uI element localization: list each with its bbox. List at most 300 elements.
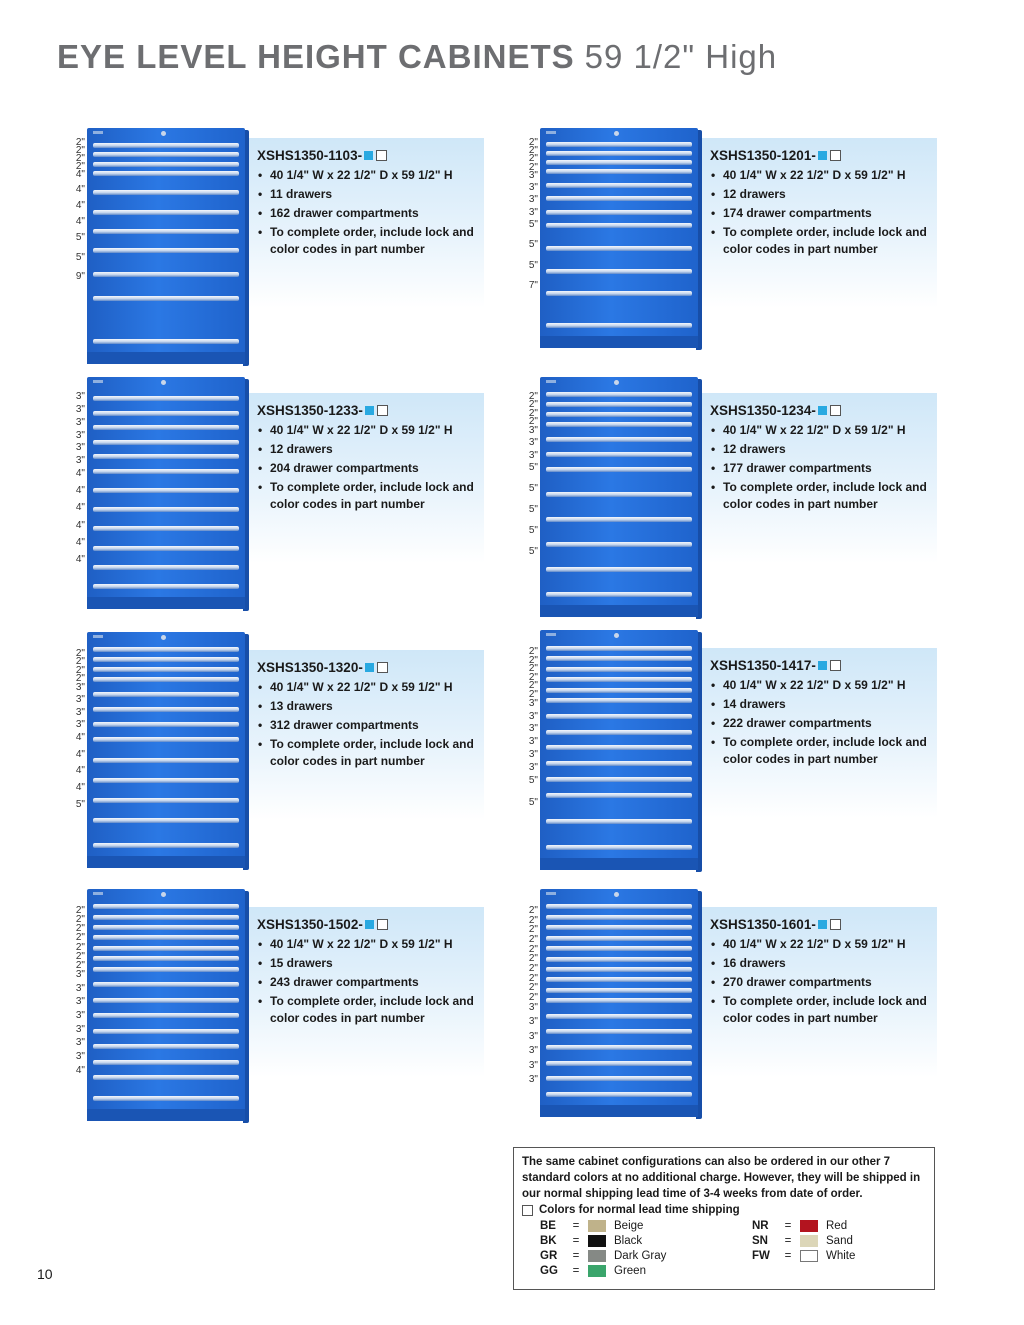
cabinet-illustration <box>87 377 245 609</box>
spec-compartments: • 270 drawer compartments <box>710 974 938 991</box>
drawer-height-label: 2" <box>75 656 85 668</box>
model-number-text: XSHS1350-1201- <box>710 148 816 163</box>
drawer-height-label: 3" <box>75 694 85 706</box>
drawer-height-label: 4" <box>75 731 85 743</box>
drawer-height-label: 3" <box>75 391 85 402</box>
drawer-height-label: 2" <box>528 654 538 666</box>
drawer-height-label: 2" <box>528 145 538 157</box>
drawer-height-label: 2" <box>528 671 538 683</box>
drawer-height-label: 2" <box>528 905 538 916</box>
drawer-handle <box>93 998 239 1003</box>
drawer-height-label: 4" <box>75 168 85 180</box>
color-swatch <box>588 1250 606 1262</box>
drawer-handle <box>546 1045 692 1050</box>
model-number <box>710 658 938 673</box>
drawer-height-label: 7" <box>528 280 538 292</box>
spec-dimensions: • 40 1/4" W x 22 1/2" D x 59 1/2" H <box>257 422 485 439</box>
color-option-nr <box>752 1218 847 1233</box>
drawer-handle <box>546 323 692 328</box>
drawer-height-label: 2" <box>528 924 538 936</box>
product-xshs1350-1234 <box>510 383 942 623</box>
drawer-height-label: 4" <box>75 782 85 794</box>
drawer-handle <box>546 246 692 251</box>
drawer-height-label: 3" <box>528 1045 538 1057</box>
product-xshs1350-1502 <box>57 897 489 1137</box>
color-code: FW <box>752 1249 770 1262</box>
legend-title-text: Colors for normal lead time shipping <box>539 1204 740 1216</box>
cabinet-illustration <box>540 377 698 617</box>
spec-block <box>710 148 938 260</box>
drawer-handle <box>93 818 239 823</box>
drawer-handle <box>93 396 239 401</box>
drawer-handle <box>546 677 692 682</box>
spec-drawers: • 16 drawers <box>710 955 938 972</box>
drawer-handle <box>93 162 239 167</box>
spec-order-note: • To complete order, include lock and color codes in part number <box>710 993 938 1027</box>
drawer-handle <box>93 411 239 416</box>
drawer-height-label: 5" <box>528 239 538 251</box>
drawer-height-label: 4" <box>75 468 85 480</box>
color-code: BE <box>540 1219 556 1232</box>
drawer-height-label: 3" <box>75 442 85 454</box>
model-number-text: XSHS1350-1234- <box>710 403 816 418</box>
model-number-text: XSHS1350-1417- <box>710 658 816 673</box>
color-code-box-icon <box>830 919 841 930</box>
drawer-handle <box>93 657 239 662</box>
drawer-height-label: 5" <box>528 504 538 516</box>
drawer-height-label: 5" <box>75 799 85 811</box>
drawer-height-label: 2" <box>75 144 85 156</box>
lock-icon <box>614 131 619 136</box>
drawer-handle <box>93 565 239 570</box>
drawer-handle <box>546 946 692 951</box>
drawer-handle <box>93 778 239 783</box>
spec-list <box>710 677 938 768</box>
legend-title <box>522 1204 926 1216</box>
drawer-height-label: 3" <box>75 455 85 467</box>
drawer-handle <box>546 412 692 417</box>
drawer-height-label: 4" <box>75 502 85 514</box>
spec-order-note: • To complete order, include lock and color codes in part number <box>257 224 485 258</box>
drawer-handle <box>93 507 239 512</box>
drawer-handle <box>93 440 239 445</box>
color-swatch <box>800 1220 818 1232</box>
color-code: NR <box>752 1219 769 1232</box>
spec-list <box>710 422 938 513</box>
drawer-handle <box>546 819 692 824</box>
drawer-height-label: 2" <box>528 963 538 975</box>
drawer-height-label: 5" <box>528 259 538 271</box>
model-number-text: XSHS1350-1601- <box>710 917 816 932</box>
drawer-height-label: 5" <box>75 231 85 243</box>
drawer-handle <box>546 646 692 651</box>
drawer-height-label: 2" <box>75 160 85 172</box>
drawer-handle <box>93 546 239 551</box>
drawer-handle <box>93 647 239 652</box>
spec-dimensions: • 40 1/4" W x 22 1/2" D x 59 1/2" H <box>710 167 938 184</box>
spec-order-note: • To complete order, include lock and color codes in part number <box>710 479 938 513</box>
model-number <box>257 148 485 163</box>
drawer-height-label: 3" <box>528 697 538 709</box>
drawer-height-label: 3" <box>528 1074 538 1086</box>
drawer-handle <box>93 925 239 930</box>
equals-sign: = <box>572 1234 580 1247</box>
drawer-handle <box>93 171 239 176</box>
drawer-handle <box>93 758 239 763</box>
spec-order-note: • To complete order, include lock and color codes in part number <box>257 736 485 770</box>
spec-block <box>257 403 485 515</box>
drawer-height-label: 4" <box>75 216 85 228</box>
drawer-handle <box>546 142 692 147</box>
drawer-handle <box>93 1075 239 1080</box>
color-name: Red <box>826 1219 848 1232</box>
drawer-handle <box>93 339 239 344</box>
drawer-handle <box>93 904 239 909</box>
drawer-height-label: 4" <box>75 184 85 196</box>
title-main: EYE LEVEL HEIGHT CABINETS <box>57 38 575 75</box>
drawer-height-label: 5" <box>528 546 538 558</box>
spec-compartments: • 312 drawer compartments <box>257 717 485 734</box>
drawer-handle <box>93 190 239 195</box>
drawer-height-label: 3" <box>528 424 538 436</box>
color-code-box-icon <box>830 150 841 161</box>
drawer-height-label: 2" <box>528 943 538 955</box>
drawer-handle <box>546 688 692 693</box>
drawer-height-label: 3" <box>75 968 85 980</box>
drawer-height-label: 3" <box>528 762 538 774</box>
lock-code-box-icon <box>365 663 374 672</box>
lock-code-box-icon <box>818 151 827 160</box>
drawer-handle <box>546 977 692 982</box>
drawer-handle <box>546 567 692 572</box>
drawer-handle <box>93 1096 239 1101</box>
drawer-height-label: 3" <box>75 681 85 693</box>
drawer-height-label: 4" <box>75 536 85 548</box>
drawer-height-label: 2" <box>528 953 538 965</box>
spec-block <box>257 660 485 772</box>
color-option-gg <box>540 1263 646 1278</box>
drawer-handle <box>546 915 692 920</box>
cabinet-base <box>540 336 698 348</box>
drawer-handle <box>93 526 239 531</box>
color-swatch <box>800 1250 818 1262</box>
cabinet-illustration <box>540 630 698 870</box>
drawer-handle <box>546 183 692 188</box>
drawer-handle <box>546 698 692 703</box>
model-number <box>710 148 938 163</box>
color-name: Dark Gray <box>614 1249 667 1262</box>
drawer-handle <box>546 1061 692 1066</box>
drawer-height-label: 2" <box>75 941 85 953</box>
color-option-bk <box>540 1233 642 1248</box>
drawer-handle <box>93 272 239 277</box>
product-xshs1350-1103 <box>57 128 489 368</box>
drawer-handle <box>93 143 239 148</box>
drawer-handle <box>93 798 239 803</box>
drawer-height-label: 3" <box>75 1009 85 1021</box>
spec-dimensions: • 40 1/4" W x 22 1/2" D x 59 1/2" H <box>257 679 485 696</box>
lock-icon <box>614 892 619 897</box>
label-plate-icon <box>546 633 556 636</box>
drawer-handle <box>546 291 692 296</box>
drawer-handle <box>93 210 239 215</box>
model-number <box>710 917 938 932</box>
color-code-box-icon <box>830 660 841 671</box>
spec-dimensions: • 40 1/4" W x 22 1/2" D x 59 1/2" H <box>710 422 938 439</box>
spec-drawers: • 14 drawers <box>710 696 938 713</box>
drawer-height-label: 3" <box>528 1001 538 1013</box>
drawer-handle <box>93 584 239 589</box>
model-number-text: XSHS1350-1233- <box>257 403 363 418</box>
drawer-handle <box>546 452 692 457</box>
drawer-height-label: 2" <box>75 959 85 971</box>
drawer-handle <box>93 707 239 712</box>
drawer-handle <box>546 210 692 215</box>
color-code-box-icon <box>377 919 388 930</box>
drawer-handle <box>93 677 239 682</box>
cabinet-base <box>87 1109 245 1121</box>
drawer-height-label: 2" <box>75 923 85 935</box>
drawer-height-label: 3" <box>528 169 538 181</box>
product-xshs1350-1201 <box>510 128 942 368</box>
drawer-height-label: 4" <box>75 553 85 565</box>
drawer-handle <box>546 793 692 798</box>
color-option-fw <box>752 1248 855 1263</box>
drawer-handle <box>93 1060 239 1065</box>
drawer-height-label: 2" <box>528 689 538 700</box>
drawer-handle <box>546 957 692 962</box>
drawer-height-label: 3" <box>528 723 538 735</box>
drawer-handle <box>93 692 239 697</box>
drawer-height-label: 4" <box>75 1064 85 1076</box>
lock-code-box-icon <box>365 920 374 929</box>
spec-dimensions: • 40 1/4" W x 22 1/2" D x 59 1/2" H <box>710 936 938 953</box>
drawer-height-label: 5" <box>528 775 538 786</box>
equals-sign: = <box>572 1249 580 1262</box>
page-title <box>57 38 777 76</box>
drawer-handle <box>93 296 239 301</box>
drawer-height-label: 3" <box>75 1051 85 1063</box>
spec-block <box>710 403 938 515</box>
drawer-height-label: 2" <box>528 407 538 419</box>
drawer-handle <box>93 667 239 672</box>
drawer-height-label: 3" <box>75 996 85 1008</box>
drawer-handle <box>93 1013 239 1018</box>
spec-block <box>710 658 938 770</box>
spec-drawers: • 15 drawers <box>257 955 485 972</box>
drawer-handle <box>546 1092 692 1097</box>
product-xshs1350-1417 <box>510 638 942 878</box>
drawer-height-label: 2" <box>75 914 85 926</box>
drawer-height-label: 3" <box>528 749 538 761</box>
color-name: Sand <box>826 1234 853 1247</box>
color-swatch <box>800 1235 818 1247</box>
drawer-handle <box>93 967 239 972</box>
spec-list <box>257 167 485 258</box>
drawer-handle <box>93 454 239 459</box>
color-code: GG <box>540 1264 558 1277</box>
drawer-handle <box>93 915 239 920</box>
drawer-height-label: 3" <box>528 1016 538 1028</box>
drawer-handle <box>93 982 239 987</box>
drawer-height-label: 3" <box>528 1059 538 1071</box>
drawer-handle <box>546 592 692 597</box>
drawer-height-label: 2" <box>528 399 538 411</box>
spec-compartments: • 177 drawer compartments <box>710 460 938 477</box>
drawer-height-label: 2" <box>528 137 538 148</box>
drawer-height-label: 2" <box>528 680 538 692</box>
spec-dimensions: • 40 1/4" W x 22 1/2" D x 59 1/2" H <box>710 677 938 694</box>
model-number-text: XSHS1350-1502- <box>257 917 363 932</box>
drawer-handle <box>546 1014 692 1019</box>
color-code-box-icon <box>376 150 387 161</box>
drawer-handle <box>546 845 692 850</box>
drawer-height-label: 4" <box>75 485 85 497</box>
product-xshs1350-1320 <box>57 640 489 880</box>
drawer-handle <box>546 714 692 719</box>
drawer-handle <box>546 925 692 930</box>
cabinet-illustration <box>540 128 698 348</box>
drawer-height-label: 2" <box>528 161 538 173</box>
drawer-height-label: 2" <box>528 663 538 675</box>
drawer-height-label: 3" <box>528 736 538 748</box>
drawer-handle <box>546 151 692 156</box>
color-option-gr <box>540 1248 666 1263</box>
color-code: BK <box>540 1234 557 1247</box>
color-options-text: The same cabinet configurations can also be ordered in our other 7 standard colors at no additional charge. However, they will be shipped in our normal shipping lead time of 3-4 weeks from date of order. <box>522 1156 921 1200</box>
model-number-text: XSHS1350-1103- <box>257 148 363 163</box>
page-number: 10 <box>37 1266 53 1282</box>
drawer-height-label: 5" <box>528 483 538 495</box>
lock-code-box-icon <box>364 151 373 160</box>
lock-icon <box>161 892 166 897</box>
drawer-height-label: 3" <box>75 1023 85 1035</box>
drawer-height-label: 3" <box>75 1037 85 1049</box>
drawer-height-label: 2" <box>75 905 85 916</box>
model-number <box>710 403 938 418</box>
drawer-height-label: 2" <box>528 972 538 984</box>
spec-dimensions: • 40 1/4" W x 22 1/2" D x 59 1/2" H <box>257 167 485 184</box>
cabinet-base <box>87 597 245 609</box>
drawer-height-label: 4" <box>75 519 85 531</box>
color-name: White <box>826 1249 856 1262</box>
drawer-handle <box>93 956 239 961</box>
lock-icon <box>161 131 166 136</box>
color-code: SN <box>752 1234 768 1247</box>
label-plate-icon <box>93 380 103 383</box>
drawer-height-label: 5" <box>528 462 538 474</box>
drawer-height-label: 3" <box>528 206 538 218</box>
drawer-height-label: 2" <box>528 982 538 994</box>
equals-sign: = <box>572 1264 580 1277</box>
color-code-box-icon <box>377 662 388 673</box>
lock-code-box-icon <box>365 406 374 415</box>
drawer-height-label: 3" <box>528 437 538 449</box>
model-number <box>257 403 485 418</box>
spec-compartments: • 162 drawer compartments <box>257 205 485 222</box>
drawer-handle <box>546 517 692 522</box>
drawer-height-label: 2" <box>75 673 85 685</box>
drawer-height-label: 2" <box>528 934 538 946</box>
spec-block <box>710 917 938 1029</box>
spec-compartments: • 222 drawer compartments <box>710 715 938 732</box>
drawer-handle <box>546 1076 692 1081</box>
spec-order-note: • To complete order, include lock and color codes in part number <box>710 224 938 258</box>
label-plate-icon <box>93 892 103 895</box>
drawer-height-label: 3" <box>75 706 85 718</box>
equals-sign: = <box>784 1249 792 1262</box>
drawer-height-label: 5" <box>528 796 538 808</box>
drawer-height-label: 3" <box>75 982 85 994</box>
lock-icon <box>614 633 619 638</box>
spec-compartments: • 174 drawer compartments <box>710 205 938 222</box>
drawer-handle <box>93 248 239 253</box>
drawer-handle <box>546 269 692 274</box>
drawer-handle <box>93 935 239 940</box>
drawer-handle <box>546 492 692 497</box>
equals-sign: = <box>572 1219 580 1232</box>
drawer-height-label: 4" <box>75 765 85 777</box>
drawer-height-label: 2" <box>528 646 538 657</box>
drawer-height-label: 2" <box>75 664 85 676</box>
label-plate-icon <box>93 635 103 638</box>
cabinet-base <box>540 605 698 617</box>
drawer-handle <box>546 730 692 735</box>
drawer-handle <box>546 667 692 672</box>
drawer-handle <box>93 229 239 234</box>
drawer-height-label: 5" <box>75 251 85 263</box>
drawer-handle <box>93 722 239 727</box>
drawer-height-label: 9" <box>75 271 85 283</box>
spec-list <box>257 422 485 513</box>
spec-block <box>257 917 485 1029</box>
drawer-handle <box>546 542 692 547</box>
color-code-box-icon <box>377 405 388 416</box>
drawer-handle <box>93 737 239 742</box>
drawer-handle <box>546 761 692 766</box>
drawer-height-label: 2" <box>528 914 538 926</box>
product-xshs1350-1601 <box>510 897 942 1137</box>
drawer-handle <box>546 656 692 661</box>
color-option-be <box>540 1218 643 1233</box>
drawer-height-label: 2" <box>75 932 85 944</box>
lock-icon <box>161 635 166 640</box>
drawer-handle <box>93 1044 239 1049</box>
spec-order-note: • To complete order, include lock and color codes in part number <box>710 734 938 768</box>
spec-drawers: • 12 drawers <box>710 441 938 458</box>
drawer-height-label: 2" <box>528 391 538 402</box>
spec-drawers: • 11 drawers <box>257 186 485 203</box>
cabinet-front <box>87 889 245 1121</box>
drawer-handle <box>93 1029 239 1034</box>
drawer-height-label: 3" <box>528 1030 538 1042</box>
drawer-handle <box>93 469 239 474</box>
lock-code-box-icon <box>818 661 827 670</box>
drawer-height-label: 3" <box>75 403 85 415</box>
drawer-height-label: 2" <box>528 153 538 165</box>
drawer-handle <box>546 936 692 941</box>
cabinet-base <box>540 1105 698 1117</box>
drawer-handle <box>93 425 239 430</box>
drawer-height-label: 5" <box>528 525 538 537</box>
label-plate-icon <box>546 892 556 895</box>
product-xshs1350-1233 <box>57 383 489 623</box>
spec-drawers: • 12 drawers <box>710 186 938 203</box>
drawer-height-label: 4" <box>75 200 85 212</box>
lock-icon <box>161 380 166 385</box>
drawer-handle <box>546 196 692 201</box>
drawer-handle <box>546 967 692 972</box>
